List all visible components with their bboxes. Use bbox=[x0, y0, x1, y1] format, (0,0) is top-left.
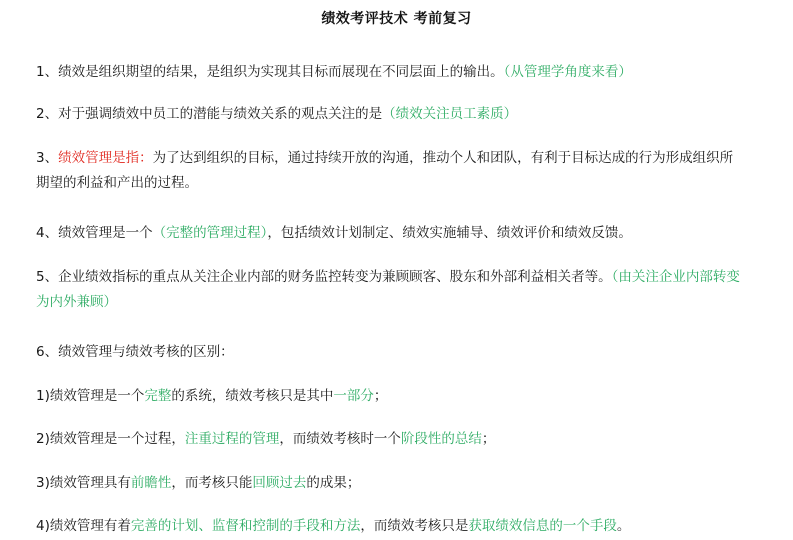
point-3-number: 3、 bbox=[36, 150, 59, 166]
difference-1-end: ； bbox=[373, 388, 388, 404]
point-6-heading bbox=[36, 340, 746, 365]
difference-1-a: 1)绩效管理是一个 bbox=[36, 388, 145, 404]
point-5-text: 5、企业绩效指标的重点从关注企业内部的财务监控转变为兼顾顾客、股东和外部利益相关者等。 bbox=[36, 269, 612, 285]
difference-4-b: ，而绩效考核只是 bbox=[360, 518, 469, 534]
difference-2-b: ，而绩效考核时一个 bbox=[279, 431, 401, 447]
difference-2 bbox=[36, 427, 746, 452]
point-1 bbox=[36, 60, 746, 85]
difference-1-key-a: 完整 bbox=[144, 388, 172, 404]
difference-3-b: ，而考核只能 bbox=[171, 475, 253, 491]
difference-4-a: 4)绩效管理有着 bbox=[36, 518, 131, 534]
document-title: 绩效考评技术 考前复习 bbox=[321, 11, 472, 27]
point-3 bbox=[36, 146, 746, 196]
point-2-note: （绩效关注员工素质） bbox=[382, 106, 518, 122]
difference-4-key-a: 完善的计划、监督和控制的手段和方法 bbox=[130, 518, 361, 534]
point-2 bbox=[36, 102, 746, 127]
difference-4 bbox=[36, 514, 746, 539]
difference-2-key-b: 阶段性的总结 bbox=[400, 431, 482, 447]
point-2-text: 2、对于强调绩效中员工的潜能与绩效关系的观点关注的是 bbox=[36, 106, 383, 122]
difference-3-end: 的成果； bbox=[306, 475, 361, 491]
difference-3-key-a: 前瞻性 bbox=[130, 475, 172, 491]
point-4-note: （完整的管理过程） bbox=[152, 225, 268, 241]
difference-3-a: 3)绩效管理具有 bbox=[36, 475, 131, 491]
point-3-term: 绩效管理是指： bbox=[58, 150, 153, 166]
point-1-text: 1、绩效是组织期望的结果，是组织为实现其目标而展现在不同层面上的输出。 bbox=[36, 64, 504, 80]
difference-1-b: 的系统，绩效考核只是其中 bbox=[171, 388, 334, 404]
difference-1 bbox=[36, 384, 746, 409]
difference-1-key-b: 一部分 bbox=[333, 388, 374, 404]
point-4-text-tail: ，包括绩效计划制定、绩效实施辅导、绩效评价和绩效反馈。 bbox=[267, 225, 632, 241]
difference-3 bbox=[36, 471, 746, 496]
difference-3-key-b: 回顾过去 bbox=[252, 475, 307, 491]
difference-2-key-a: 注重过程的管理 bbox=[184, 431, 280, 447]
difference-2-end: ； bbox=[481, 431, 496, 447]
point-3-definition: 为了达到组织的目标，通过持续开放的沟通，推动个人和团队，有利于目标达成的行为形成组织所期望的利益和产出的过程。 bbox=[36, 150, 734, 191]
difference-2-a: 2)绩效管理是一个过程， bbox=[36, 431, 185, 447]
difference-4-key-b: 获取绩效信息的一个手段 bbox=[468, 518, 617, 534]
point-6-text: 6、绩效管理与绩效考核的区别： bbox=[36, 344, 234, 360]
point-4 bbox=[36, 221, 746, 246]
point-5-note: （由关注企业内部转变为内外兼顾） bbox=[36, 269, 740, 310]
difference-4-end: 。 bbox=[616, 518, 631, 534]
point-4-text: 4、绩效管理是一个 bbox=[36, 225, 153, 241]
point-1-note: （从管理学角度来看） bbox=[503, 64, 632, 80]
point-5 bbox=[36, 265, 746, 315]
